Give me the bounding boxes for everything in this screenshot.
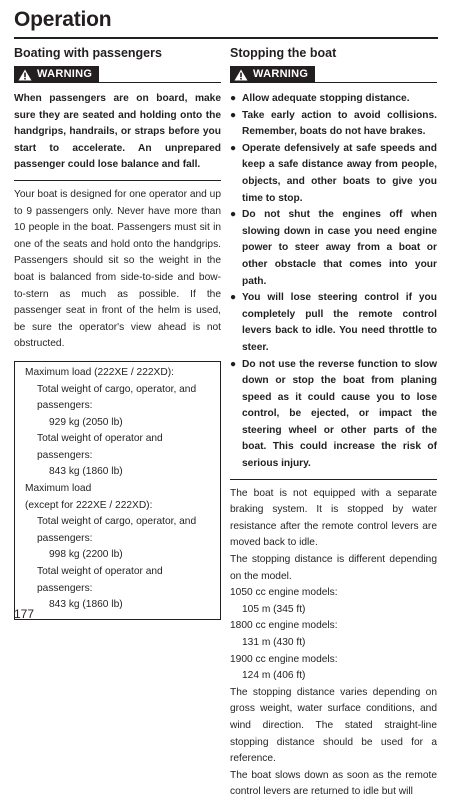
bullet-icon: ●: [230, 142, 237, 154]
page-number: 177: [14, 607, 35, 621]
separator-rule: [14, 180, 221, 181]
warning-header: [230, 65, 437, 83]
left-column: [14, 45, 221, 620]
warning-list-stopping: [230, 91, 437, 473]
warning-header: [14, 65, 221, 83]
bullet-icon: ●: [230, 292, 237, 304]
warning-underline: [315, 82, 437, 83]
warning-item: ● Allow adequate stopping distance.: [230, 91, 437, 108]
warning-triangle-icon: [234, 69, 248, 81]
title-rule: [14, 37, 438, 39]
bullet-icon: ●: [230, 209, 237, 221]
spec-line: (except for 222XE / 222XD):: [25, 499, 153, 511]
warning-triangle-icon: [18, 69, 32, 81]
warning-underline: [99, 82, 221, 83]
distance-value: 105 m (345 ft): [242, 603, 306, 615]
bullet-icon: ●: [230, 109, 237, 121]
slowdown-text: The boat slows down as soon as the remote control levers are returned to idle but will: [230, 769, 437, 798]
section-heading-passengers: Boating with passengers: [14, 46, 162, 60]
warning-item: ● You will lose steering control if you completely pull the remote control levers back to idle. You need throttle to steer.: [230, 292, 437, 353]
spec-line: Total weight of operator and passengers:: [37, 566, 163, 594]
page-title: Operation: [14, 8, 112, 31]
right-column: [230, 45, 437, 801]
distance-value: 131 m (430 ft): [242, 637, 306, 648]
section-heading-stopping: Stopping the boat: [230, 46, 337, 60]
warning-item: ● Operate defensively at safe speeds and keep a safe distance away from people, objects, and other boats to give you time to stop.: [230, 142, 437, 204]
warning-item: ● Do not use the reverse function to slow down or stop the boat from planing speed as it could cause you to lose control, be ejected, or impact the steering wheel or other parts of the boat. This could increase the risk of serious injury.: [230, 358, 437, 470]
spec-line: 843 kg (1860 lb): [49, 466, 123, 478]
warning-item: ● Do not shut the engines off when slowing down in case you need engine power to steer away from a boat or other obstacle that comes into your path.: [230, 209, 437, 287]
spec-line: Total weight of cargo, operator, and passengers:: [37, 383, 197, 412]
warning-item: ● Take early action to avoid collisions. Remember, boats do not have brakes.: [230, 109, 437, 138]
spec-line: 998 kg (2200 lb): [49, 549, 123, 561]
max-load-box: [14, 361, 221, 620]
spec-line: Maximum load (222XE / 222XD):: [25, 366, 174, 378]
distance-model: 1900 cc engine models:: [230, 653, 338, 665]
spec-line: Total weight of cargo, operator, and passengers:: [37, 516, 197, 544]
distance-value: 124 m (406 ft): [242, 670, 306, 682]
stopping-variation-text: The stopping distance varies depending on gross weight, water surface conditions, and wind direction. The stated straight-line stopping distance should be used for a reference.: [230, 686, 437, 765]
distance-model: 1800 cc engine models:: [230, 620, 338, 632]
braking-text: The boat is not equipped with a separate braking system. It is stopped by water resistance after the remote control levers are moved back to idle.: [230, 487, 437, 549]
stopping-distance-intro: The stopping distance is different depending on the model.: [230, 554, 437, 582]
spec-line: 843 kg (1860 lb): [49, 599, 123, 611]
spec-line: 929 kg (2050 lb): [49, 416, 123, 428]
warning-label: WARNING: [253, 68, 309, 80]
separator-rule: [230, 479, 437, 480]
distance-model: 1050 cc engine models:: [230, 587, 338, 599]
warning-label-box: [230, 66, 315, 83]
warning-text-passengers: When passengers are on board, make sure they are seated and holding onto the handgrips, handrails, or straps before you start to accelerate. An unprepared passenger could lose balance and fall.: [14, 93, 221, 171]
spec-line: Total weight of operator and passengers:: [37, 433, 163, 461]
bullet-icon: ●: [230, 93, 237, 104]
spec-line: Maximum load: [25, 483, 92, 495]
warning-label-box: [14, 66, 99, 83]
bullet-icon: ●: [230, 358, 237, 370]
warning-label: WARNING: [37, 68, 93, 80]
passenger-capacity-text: Your boat is designed for one operator and up to 9 passengers only. Never have more than 10 people in the boat. Passengers must sit in one of the seats and hold onto the handgrips. Passengers should sit so the weight in the boat is balanced from side-to-side and bow-to-stern as much as possible. If the passenger seat in front of the helm is used, be sure the operator's view ahead is not obstructed.: [14, 188, 221, 350]
